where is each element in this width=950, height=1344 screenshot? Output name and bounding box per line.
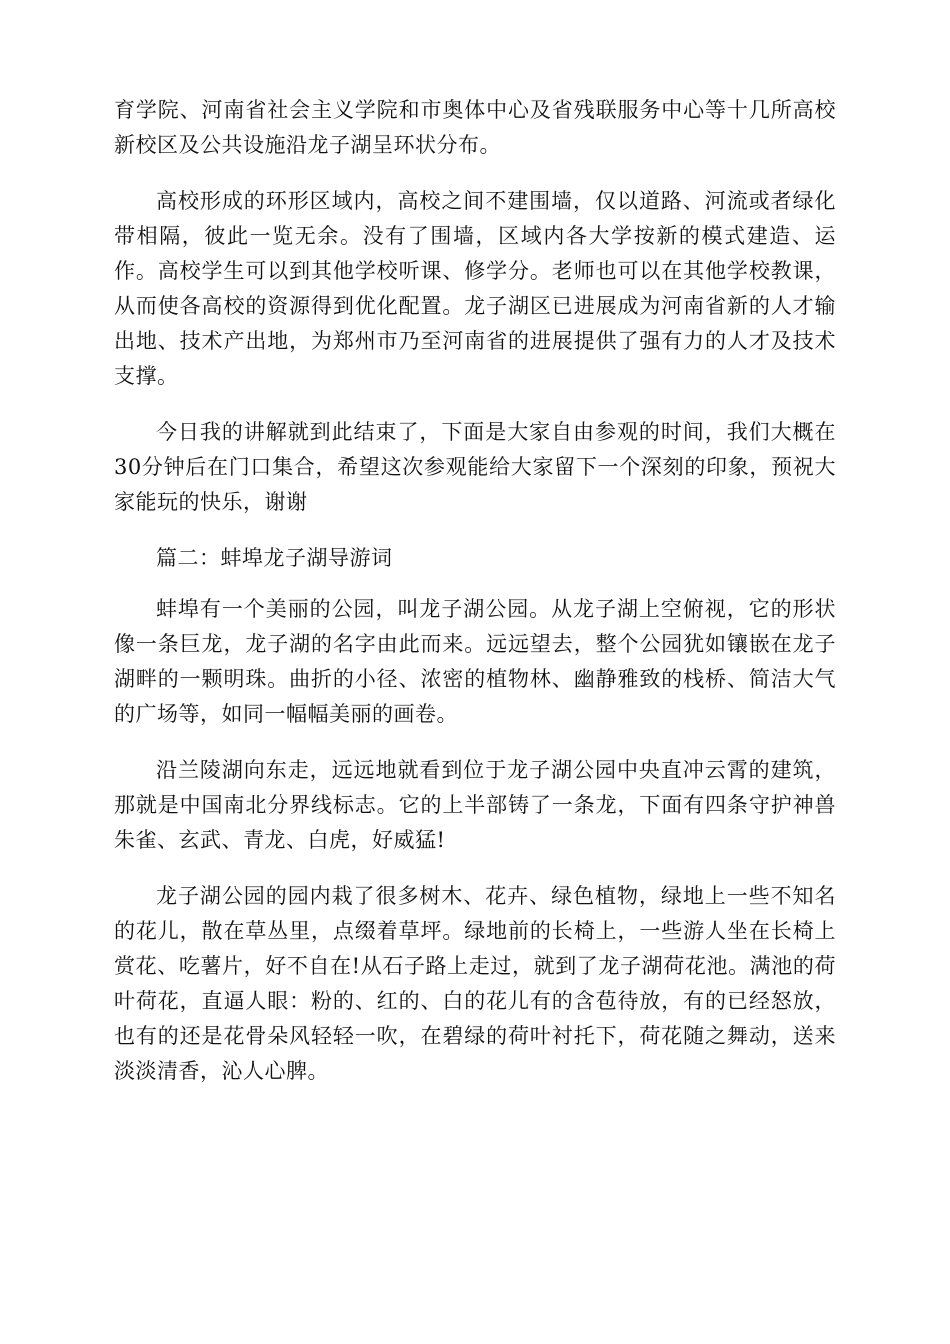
section-heading: 篇二：蚌埠龙子湖导游词 [156, 546, 393, 570]
paragraph-closing-remarks: 今日我的讲解就到此结束了，下面是大家自由参观的时间，我们大概在30分钟后在门口集合，希望这次参观能给大家留下一个深刻的印象，预祝大家能玩的快乐，谢谢 [114, 420, 836, 514]
paragraph-park-intro: 蚌埠有一个美丽的公园，叫龙子湖公园。从龙子湖上空俯视，它的形状像一条巨龙，龙子湖的名字由此而来。远远望去，整个公园犹如镶嵌在龙子湖畔的一颗明珠。曲折的小径、浓密的植物林、幽静雅致的栈桥、简洁大气的广场等，如同一幅幅美丽的画卷。 [114, 597, 836, 726]
paragraph-campus-region: 高校形成的环形区域内，高校之间不建围墙，仅以道路、河流或者绿化带相隔，彼此一览无余。没有了围墙，区域内各大学按新的模式建造、运作。高校学生可以到其他学校听课、修学分。老师也可以在其他学校教课，从而使各高校的资源得到优化配置。龙子湖区已进展成为河南省新的人才输出地、技术产出地，为郑州市乃至河南省的进展提供了强有力的人才及技术支撑。 [114, 189, 836, 388]
document-body [114, 93, 836, 1110]
paragraph-continuation: 育学院、河南省社会主义学院和市奥体中心及省残联服务中心等十几所高校新校区及公共设施沿龙子湖呈环状分布。 [114, 98, 836, 157]
paragraph-landmark: 沿兰陵湖向东走，远远地就看到位于龙子湖公园中央直冲云霄的建筑，那就是中国南北分界线标志。它的上半部铸了一条龙，下面有四条守护神兽朱雀、玄武、青龙、白虎，好威猛! [114, 758, 836, 852]
paragraph-lotus-pond: 龙子湖公园的园内栽了很多树木、花卉、绿色植物，绿地上一些不知名的花儿，散在草丛里，点缀着草坪。绿地前的长椅上，一些游人坐在长椅上赏花、吃薯片，好不自在!从石子路上走过，就到了龙子湖荷花池。满池的荷叶荷花，直逼人眼：粉的、红的、白的花儿有的含苞待放，有的已经怒放，也有的还是花骨朵风轻轻一吹，在碧绿的荷叶衬托下，荷花随之舞动，送来淡淡清香，沁人心脾。 [114, 884, 836, 1083]
